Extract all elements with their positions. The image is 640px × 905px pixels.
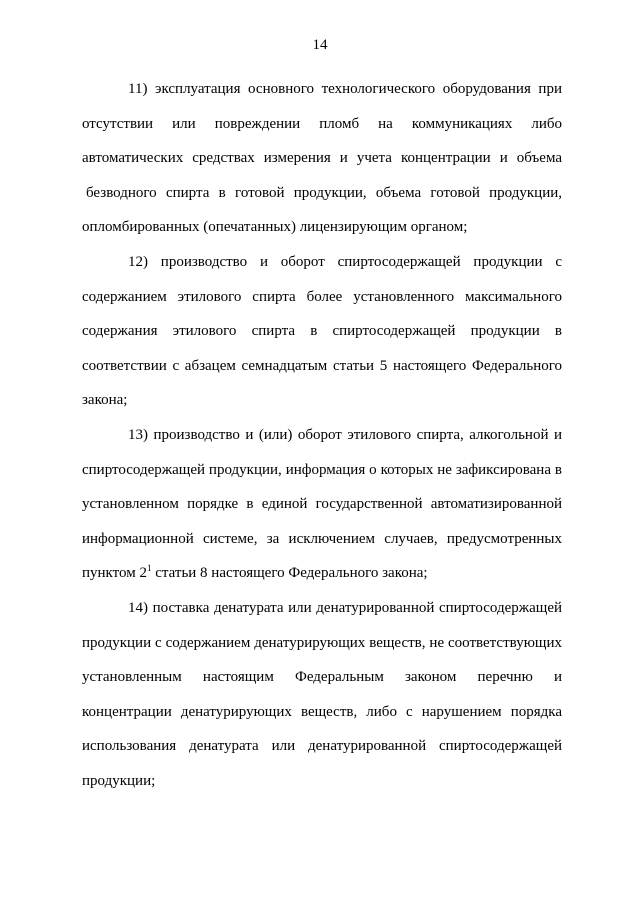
text-line: безводного спирта в готовой продукции, объема готовой продукции,: [86, 184, 562, 201]
text-line: концентрации денатурирующих веществ, либо с нарушением порядка: [82, 703, 562, 720]
text-line: содержанием этилового спирта более установленного максимального: [82, 288, 562, 305]
text-line: установленном порядке в единой государственной автоматизированной: [82, 496, 562, 513]
text-line: продукции;: [82, 772, 156, 789]
text-line: установленным настоящим Федеральным законом перечню и: [82, 669, 562, 686]
text-line: соответствии с абзацем семнадцатым статьи 5 настоящего Федерального: [82, 357, 562, 374]
text-line: содержания этилового спирта в спиртосодержащей продукции в: [82, 323, 562, 340]
text-line: 13) производство и (или) оборот этилового спирта, алкогольной и: [128, 426, 562, 443]
text-line: спиртосодержащей продукции, информация о которых не зафиксирована в: [82, 461, 562, 478]
text-line: закона;: [82, 392, 128, 409]
text-fragment: пунктом 2: [82, 565, 147, 582]
page-number: 14: [312, 37, 328, 53]
list-item-14: [82, 591, 562, 799]
text-line: информационной системе, за исключением случаев, предусмотренных: [82, 530, 562, 547]
text-line: [82, 556, 562, 591]
text-line: использования денатурата или денатурированной спиртосодержащей: [82, 738, 562, 755]
list-item-12: [82, 245, 562, 418]
list-item-11: [82, 72, 562, 245]
text-fragment: статьи 8 настоящего Федерального закона;: [151, 565, 428, 582]
document-body: [82, 72, 562, 798]
text-line: 14) поставка денатурата или денатурированной спиртосодержащей: [128, 599, 562, 616]
text-line: 12) производство и оборот спиртосодержащей продукции с: [128, 253, 562, 270]
text-line: автоматических средствах измерения и учета концентрации и объема: [82, 150, 562, 167]
text-line: 11) эксплуатация основного технологического оборудования при: [128, 81, 562, 97]
list-item-13: [82, 418, 562, 591]
text-line: продукции с содержанием денатурирующих веществ, не соответствующих: [82, 634, 562, 651]
text-line: опломбированных (опечатанных) лицензирующим органом;: [82, 219, 468, 236]
text-line: отсутствии или повреждении пломб на коммуникациях либо: [82, 115, 562, 132]
superscript: 1: [146, 563, 152, 574]
